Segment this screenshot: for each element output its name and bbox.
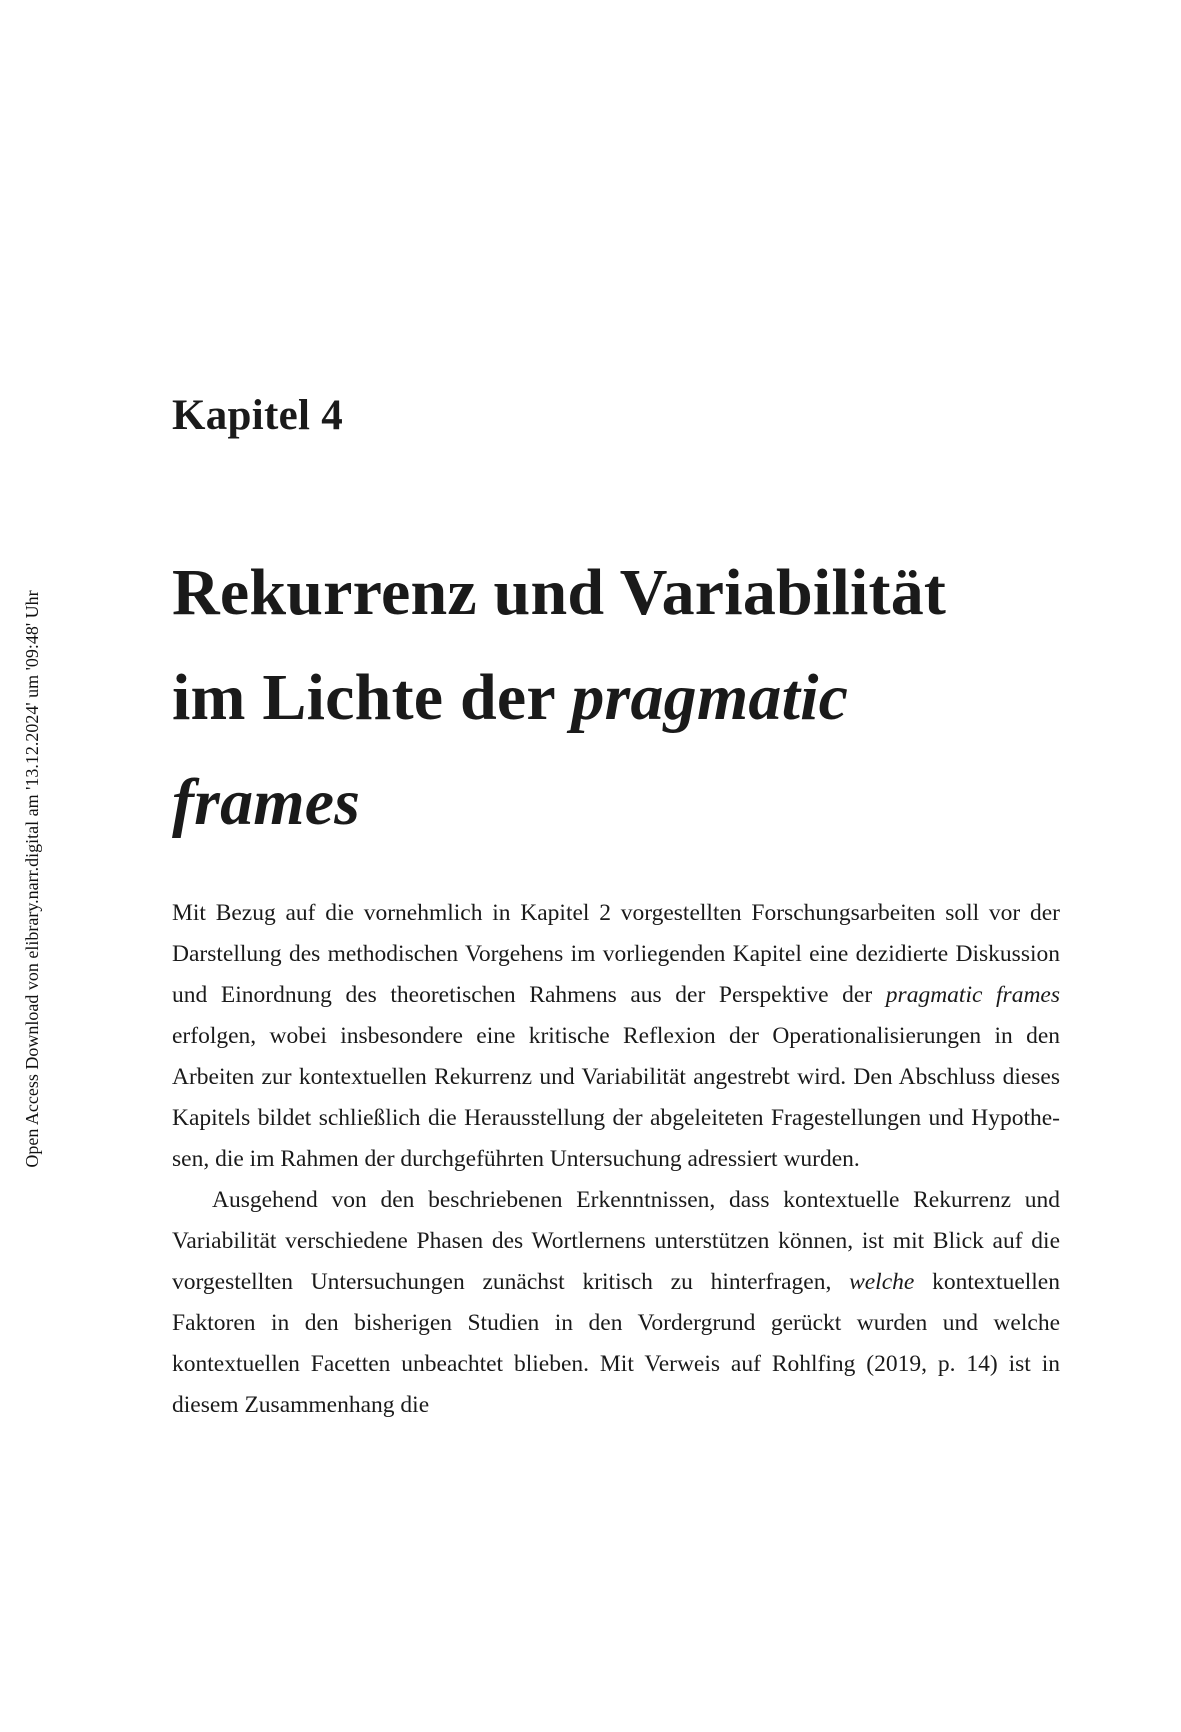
chapter-title-italic-2: frames <box>172 766 361 839</box>
paragraph-1 <box>172 893 1060 1180</box>
chapter-label: Kapitel 4 <box>172 392 344 439</box>
chapter-title-italic-1: pragmatic <box>571 661 849 734</box>
paragraph-2 <box>172 1180 1060 1426</box>
paragraph-1-italic: pragmatic frames <box>885 982 1060 1008</box>
paragraph-1-text-b: erfolgen, wobei insbesondere eine kritische Reflexion der Operationalisierungen in den Arbeiten zur kontextuellen Rekurrenz und Variabilität angestrebt wird. Den Abschluss dieses Kapitels bildet schließlich die Herausstellung der abgeleiteten Fragestellungen und Hypothesen, die im Rahmen der durchgeführten Untersuchung adressiert wurden. <box>172 1023 1060 1172</box>
download-watermark: Open Access Download von elibrary.narr.digital am '13.12.2024' um '09:48' Uhr <box>22 590 42 1168</box>
paragraph-2-text-b: kontextuellen Faktoren in den bisherigen Studien in den Vordergrund gerückt wurden und welche kontextuellen Facetten unbeachtet blieben. Mit Verweis auf Rohlfing (2019, p. 14) ist in diesem Zusammenhang die <box>172 1269 1060 1418</box>
paragraph-1-text-a: Mit Bezug auf die vornehmlich in Kapitel 2 vorgestellten Forschungsarbeiten soll vor der Darstellung des methodischen Vorgehens im vorliegenden Kapitel eine dezidierte Diskussion und Einordnung des theoretischen Rahmens aus der Perspektive der <box>172 900 1060 1008</box>
chapter-title-line2: im Lichte der <box>172 661 555 734</box>
paragraph-2-text-a: Ausgehend von den beschriebenen Erkenntnissen, dass kontextuelle Rekurrenz und Variabilität verschiedene Phasen des Wortlernens unterstützen können, ist mit Blick auf die vorgestellten Untersuchungen zunächst kritisch zu hinterfragen, <box>172 1187 1060 1295</box>
body-text <box>172 893 1060 1426</box>
chapter-title-line1: Rekurrenz und Variabilität <box>172 556 947 629</box>
chapter-title <box>172 540 1072 855</box>
paragraph-2-italic: welche <box>849 1269 915 1295</box>
